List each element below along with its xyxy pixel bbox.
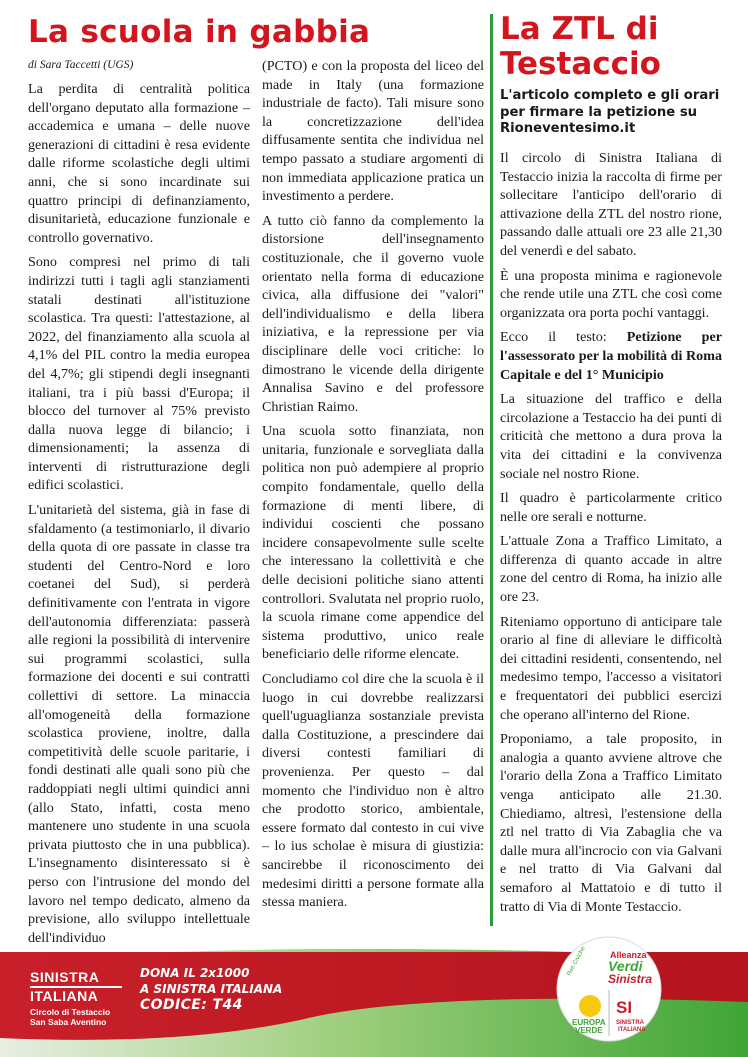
logo-verde: VERDE xyxy=(575,1026,603,1035)
sinistra-italiana-brand xyxy=(30,970,126,1027)
right-article-title: La ZTL di Testaccio xyxy=(500,11,661,82)
logo-sinistra: Sinistra xyxy=(608,972,653,986)
paragraph: È una proposta minima e ragionevole che rende utile una ZTL che così come organizzata ora porta pochi vantaggi. xyxy=(500,267,722,321)
logo-europa: EUROPA xyxy=(572,1018,606,1027)
paragraph: Una scuola sotto finanziata, non unitaria, funzionale e sorvegliata dalla politica non può adempiere al proprio compito fondamentale, quello della formazione di menti libere, di individui coscienti che possano incidere consapevolmente sulle scelte che interessano la collettività e che delle decisioni politiche siano attenti controllori. Svalutata nel proprio ruolo, la scuola rimane come appendice del sistema produttivo, unico reale beneficiario delle riforme elencate. xyxy=(262,423,484,663)
paragraph: (PCTO) e con la proposta del liceo del made in Italy (una formazione industriale de facto). Tali misure sono la concretizzazione dell'idea diffusamente sentita che individua nel tempo passato a studiare argomenti di non immediata applicazione pratica un investimento a perdere. xyxy=(262,58,484,205)
paragraph: Proponiamo, a tale proposito, in analogia a quanto avviene altrove che l'orario della Zona a Traffico Limitato venga anticipato alle 21.30. Chiediamo, altresì, l'estensione della ztl nel tratto di Via Zabaglia che va dalle mura all'incrocio con via Galvani e nel tratto di Via Galvani dal semaforo al Mattatoio e di tutto il tratto di Via di Monte Testaccio. xyxy=(500,731,722,915)
avs-logo xyxy=(556,936,662,1042)
circolo-line-1: Circolo di Testaccio xyxy=(30,1007,111,1017)
paragraph: A tutto ciò fanno da complemento la distorsione dell'insegnamento costituzionale, che il governo vuole orientato nella forma di educazione civica, alla diffusione dei "valori" dell'individualismo e della libera iniziativa, e la repressione per via disciplinare delle voci critiche: lo dimostrano le vicende della dirigente Annalisa Savino e del professore Christian Raimo. xyxy=(262,212,484,415)
paragraph: La perdita di centralità politica dell'organo deputato alla formazione – accademica e umana – delle nuove generazioni di cittadini è resa evidente dalle riforme scolastiche degli ultimi anni, che si sono incardinate sui quattro principi di definanziamento, disunitarietà, educazione funzionale e controllo governativo. xyxy=(28,81,250,246)
column-divider xyxy=(490,14,493,926)
brand-divider xyxy=(30,986,122,988)
donate-code: CODICE: T44 xyxy=(140,997,243,1013)
paragraph: L'unitarietà del sistema, già in fase di sfaldamento (a testimoniarlo, il divario della quota di ore passate in classe tra studenti del Centro-Nord e loro coetanei del Sud), si perderà definitivamente con l'entrata in vigore dell'autonomia differenziata: passerà alle regioni la possibilità di intervenire sui programmi scolastici, sulla formazione dei docenti e sui contratti collettivi di settore. La minaccia all'omogeneità della formazione scolastica proviene, inoltre, dalla competitività delle scuole paritarie, i fondi destinati alle quali sono più che raddoppiati negli ultimi quindici anni (allo Stato, infatti, costa meno mantenere uno studente in una scuola privata piuttosto che in una pubblica). L'insegnamento disinteressato si è perso con l'intrusione del mondo del lavoro nel tempo dedicato, almeno da previsione, allo sviluppo intellettuale dell'individuo xyxy=(28,502,250,946)
logo-verdi: Verdi xyxy=(608,958,643,974)
logo-si: SI xyxy=(616,998,633,1017)
paragraph: La situazione del traffico e della circolazione a Testaccio ha dei punti di criticità che mettono a dura prova la vita dei cittadini e la convivenza sociale nel nostro Rione. xyxy=(500,391,722,482)
logo-alleanza: Alleanza xyxy=(610,950,647,960)
donation-box xyxy=(140,965,300,1013)
paragraph: Il circolo di Sinistra Italiana di Testaccio inizia la raccolta di firme per sollecitare l'anticipo dell'orario di attivazione della ZTL del nostro rione, passando dalle attuali ore 23 alle 21,30 del venerdì e del sabato. xyxy=(500,150,722,259)
paragraph: Sono compresi nel primo di tali indirizzi tutti i tagli agli stanziamenti statali destinati all'istituzione scolastica. Tra questi: l'attestazione, al 2022, del finanziamento alla scuola al 4,1% del PIL contro la media europea del 4,7%; gli stipendi degli insegnanti italiani, tra i più bassi d'Europa; il blocco del turnover al 75% previsto dalla nuova legge di bilancio; i dimensionamenti; la assenza di interventi di ristrutturazione degli edifici scolastici. xyxy=(28,254,250,494)
left-column-2 xyxy=(262,57,484,918)
right-column xyxy=(500,149,722,922)
logo-si-sub1: SINISTRA xyxy=(616,1020,645,1026)
paragraph: L'attuale Zona a Traffico Limitato, a differenza di quanto accade in altre zone del centro di Roma, ha inizio alle ore 23. xyxy=(500,533,722,606)
right-article-subhead: L'articolo completo e gli orari per firmare la petizione su Rioneventesimo.it xyxy=(500,88,720,136)
left-article-title: La scuola in gabbia xyxy=(28,14,371,50)
petition-title: Petizione per l'assessorato per la mobilità di Roma Capitale e del 1° Municipio xyxy=(500,329,722,383)
brand-line-1: SINISTRA xyxy=(30,969,100,985)
logo-reti-civiche: Reti Civiche xyxy=(566,945,587,977)
petition-intro xyxy=(500,328,722,384)
donate-line-1: DONA IL 2x1000 xyxy=(140,966,250,980)
left-column-1 xyxy=(28,80,250,953)
paragraph: Concludiamo col dire che la scuola è il luogo in cui dovrebbe realizzarsi quell'uguaglianza sostanziale prevista dalla Costituzione, a prescindere dai diversi contesti familiari di provenienza. Per questo – dal momento che l'individuo non è altro che prodotto storico, ambientale, essere formato dal contesto in cui vive – lo ius scholae è misura di giustizia: sancirebbe il riconoscimento dei medesimi diritti a persone formate alla stessa maniera. xyxy=(262,671,484,911)
brand-line-2: ITALIANA xyxy=(30,988,99,1004)
paragraph: Riteniamo opportuno di anticipare tale orario al fine di alleviare le difficoltà dei cittadini residenti, consentendo, nel medesimo tempo, l'accesso a visitatori e frequentatori dei pubblici esercizi che operano all'interno del Rione. xyxy=(500,613,722,723)
paragraph: Il quadro è particolarmente critico nelle ore serali e notturne. xyxy=(500,490,722,525)
circolo-line-2: San Saba Aventino xyxy=(30,1017,107,1027)
byline: di Sara Taccetti (UGS) xyxy=(28,59,134,71)
logo-si-sub2: ITALIANA xyxy=(618,1027,646,1033)
europa-verde-sun-icon xyxy=(579,995,601,1017)
donate-line-2: A SINISTRA ITALIANA xyxy=(140,982,283,996)
petition-lead: Ecco il testo: xyxy=(500,329,627,346)
